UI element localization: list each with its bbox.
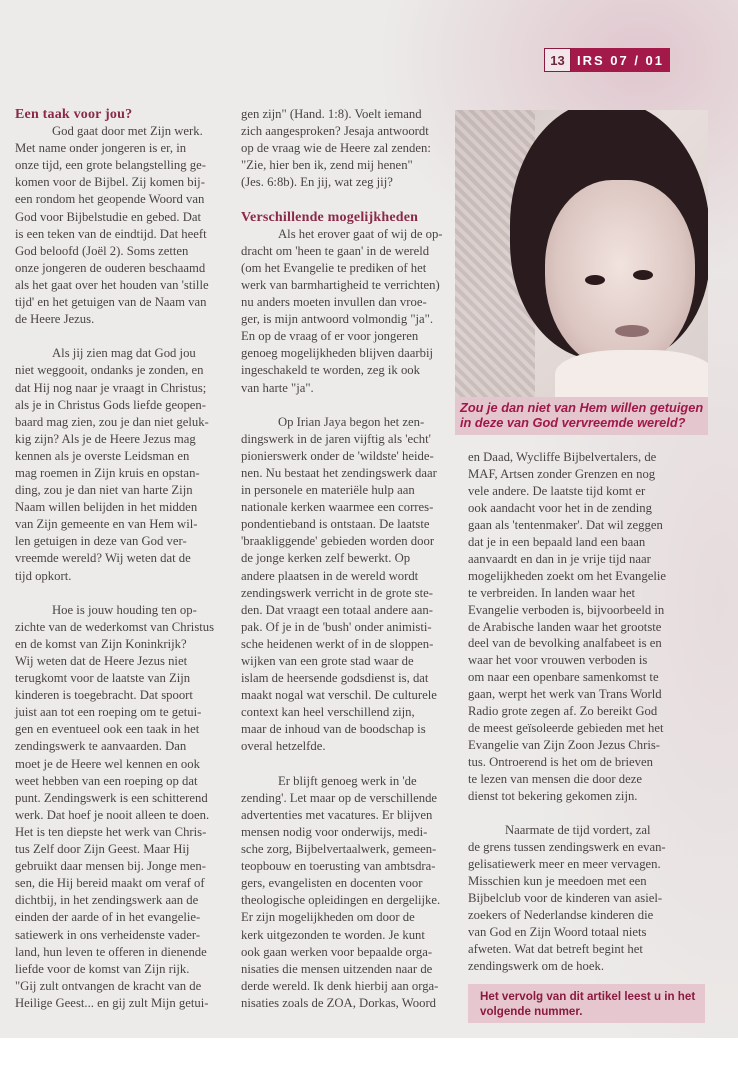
caption-line: Zou je dan niet van Hem willen getuigen xyxy=(460,400,704,415)
text-line: Heilige Geest... en gij zult Mijn getui- xyxy=(15,995,209,1010)
text-line: te lezen van mensen die door deze xyxy=(468,772,643,787)
text-line: Naam willen belijden in het midden xyxy=(15,500,198,515)
text-line: dienst tot bekering gekomen zijn. xyxy=(468,789,638,804)
text-line: vele andere. De laatste tijd komt er xyxy=(468,483,646,498)
text-line: nisaties die mensen uitzenden naar de xyxy=(241,961,433,976)
paragraph xyxy=(241,773,443,1012)
text-line: gers, evangelisten en docenten voor xyxy=(241,876,423,891)
paragraph xyxy=(241,226,443,397)
text-line: punt. Zendingswerk is een schitterend xyxy=(15,790,208,805)
caption-line: in deze van God vervreemde wereld? xyxy=(460,415,686,430)
callout-line: volgende nummer. xyxy=(480,1005,583,1018)
text-line: ook gaan werken voor bepaalde orga- xyxy=(241,944,433,959)
text-line: gaan, werpt het werk van Trans World xyxy=(468,687,662,702)
text-line: zichte van de wederkomst van Christus xyxy=(15,619,215,634)
text-line: is een teken van de eindtijd. Dat heeft xyxy=(15,226,207,241)
photo-face xyxy=(545,180,695,370)
text-line: einden der aarde of in het evangelie- xyxy=(15,910,201,925)
text-line: theologische opleidingen en dergelijke. xyxy=(241,893,441,908)
text-line: afweten. Wat dat betreft begint het xyxy=(468,941,643,956)
section-heading: Een taak voor jou? xyxy=(15,107,133,122)
text-line: liefde voor de komst van Zijn rijk. xyxy=(15,961,190,976)
text-line: islam de heersende godsdienst is, dat xyxy=(241,671,429,686)
text-line: Op Irian Jaya begon het zen- xyxy=(278,414,425,429)
text-line: God voor Bijbelstudie en gebed. Dat xyxy=(15,209,202,224)
text-line: zoekers of Nederlandse kinderen die xyxy=(468,907,654,922)
text-line: gen en eventueel ook een taak in het xyxy=(15,722,200,737)
text-line: satiewerk in ons verheidenste vader- xyxy=(15,927,201,942)
callout-line: Het vervolg van dit artikel leest u in het xyxy=(480,990,696,1003)
text-line: onze jongeren de ouderen beschaamd xyxy=(15,260,206,275)
text-line: en Daad, Wycliffe Bijbelvertalers, de xyxy=(468,450,657,464)
paragraph xyxy=(15,602,214,1012)
text-line: pondentieband is ontstaan. De laatste xyxy=(241,517,430,532)
text-line: gen zijn" (Hand. 1:8). Voelt iemand xyxy=(241,107,422,121)
text-line: MAF, Artsen zonder Grenzen en nog xyxy=(468,466,656,481)
text-line: Er blijft genoeg werk in 'de xyxy=(278,773,417,788)
text-line: tus Zelf door Zijn Geest. Maar Hij xyxy=(15,842,190,857)
text-line: pak. Of je in de 'bush' onder animisti- xyxy=(241,619,432,634)
text-line: genoeg mogelijkheden blijven daarbij xyxy=(241,346,434,361)
article-column-2 xyxy=(241,106,443,1012)
continuation-note xyxy=(468,984,705,1023)
text-line: te verbreiden. In landen waar het xyxy=(468,585,635,600)
paragraph xyxy=(15,345,214,584)
text-line: En op de vraag of er voor jongeren xyxy=(241,329,419,344)
page-header xyxy=(544,48,670,72)
text-line: terugkomt voor de laatste van Zijn xyxy=(15,671,191,686)
text-line: teopbouw en toerusting van ambtsdra- xyxy=(241,859,436,874)
text-line: deel van de bevolking analfabeet is en xyxy=(468,636,662,651)
text-line: weet hebben van een roeping op dat xyxy=(15,773,198,788)
text-line: de jonge kerken zelf bewerkt. Op xyxy=(241,551,411,566)
paragraph xyxy=(241,106,443,191)
text-line: (Jes. 6:8b). En jij, wat zeg jij? xyxy=(241,175,393,190)
text-line: advertenties met vacatures. Er blijven xyxy=(241,807,433,822)
text-line: dracht om 'heen te gaan' in de wereld xyxy=(241,243,430,258)
text-line: "Gij zult ontvangen de kracht van de xyxy=(15,978,202,993)
text-line: de Heere Jezus. xyxy=(15,312,95,327)
paragraph xyxy=(241,414,443,756)
text-line: werk. Dat hoef je nooit alleen te doen. xyxy=(15,807,210,822)
text-line: maar de inhoud van de boodschap is xyxy=(241,722,426,737)
text-line: wijken van een grote stad waar de xyxy=(241,654,414,668)
text-line: kig zijn? Als je de Heere Jezus mag xyxy=(15,431,196,446)
text-line: Naarmate de tijd vordert, zal xyxy=(505,822,651,837)
photo-caption xyxy=(455,397,708,435)
text-line: sche heidenen werkt of in de sloppen- xyxy=(241,636,434,651)
photo-shirt xyxy=(555,350,708,397)
text-line: dat je in een bepaald land een baan xyxy=(468,534,646,549)
child-photo xyxy=(455,110,708,397)
text-line: de meest geïsoleerde gebieden met het xyxy=(468,721,664,736)
text-line: op de vraag wie de Heere zal zenden: xyxy=(241,141,431,156)
text-line: land, hun leven te offeren in dienende xyxy=(15,944,207,959)
text-line: juist aan tot een roeping om te getui- xyxy=(15,705,202,720)
text-line: waar het voor vrouwen verboden is xyxy=(468,653,648,668)
paragraph xyxy=(468,449,666,805)
text-line: Evangelie verboden is, bijvoorbeeld in xyxy=(468,602,665,617)
paragraph xyxy=(15,123,214,328)
text-line: kinderen is toegebracht. Dat spoort xyxy=(15,688,193,703)
text-line: gaan als 'tentenmaker'. Dat wil zeggen xyxy=(468,517,663,532)
text-line: zendingswerk om de hoek. xyxy=(468,958,605,973)
text-line: Hoe is jouw houding ten op- xyxy=(52,602,197,617)
text-line: de Arabische landen waar het grootste xyxy=(468,619,662,634)
text-line: een rondom het geopende Woord van xyxy=(15,192,205,207)
text-line: werk van barmhartigheid te verrichten) xyxy=(241,277,440,292)
paragraph xyxy=(468,822,666,975)
text-line: (om het Evangelie te prediken of het xyxy=(241,260,427,275)
text-line: mag roemen in Zijn kruis en opstan- xyxy=(15,465,200,480)
text-line: nen. Nu bestaat het zendingswerk daar xyxy=(241,465,437,480)
section-heading: Verschillende mogelijkheden xyxy=(241,209,419,225)
photo-eye-left xyxy=(585,275,605,285)
article-column-3 xyxy=(468,449,666,975)
text-line: Met name onder jongeren is er, in xyxy=(15,141,187,156)
text-line: kerk uitgezonden te worden. Je kunt xyxy=(241,927,425,942)
text-line: len getuigen in deze van God ver- xyxy=(15,534,187,549)
text-line: nationale kerken waarmee een corres- xyxy=(241,500,434,515)
text-line: baard mag zien, zou je dan niet geluk- xyxy=(15,414,209,429)
text-line: zendingswerk te aanvaarden. Dan xyxy=(15,739,187,754)
text-line: sche zorg, Bijbelvertaalwerk, gemeen- xyxy=(241,842,437,857)
text-line: 'braakliggende' gebieden worden door xyxy=(241,534,435,549)
text-line: onze tijd, een grote belangstelling ge- xyxy=(15,158,206,173)
text-line: van Zijn gemeente en van Hem wil- xyxy=(15,517,198,532)
text-line: als het gaat over het houden van 'stille xyxy=(15,277,209,292)
text-line: derde wereld. Ik denk hierbij aan orga- xyxy=(241,978,439,993)
text-line: mogelijkheden zoekt om het Evangelie xyxy=(468,568,667,583)
text-line: zending'. Let maar op de verschillende xyxy=(241,790,438,805)
text-line: kennen als je overste Leidsman en xyxy=(15,448,190,463)
text-line: nu anders moeten invullen dan vroe- xyxy=(241,295,427,310)
text-line: Als het erover gaat of wij de op- xyxy=(278,226,443,241)
text-line: en de komst van Zijn Koninkrijk? xyxy=(15,636,187,651)
text-line: andere plaatsen in de wereld wordt xyxy=(241,568,419,583)
text-line: tijd opkort. xyxy=(15,568,72,583)
text-line: dingswerk in de jaren vijftig als 'echt' xyxy=(241,431,431,446)
text-line: "Zie, hier ben ik, zend mij henen" xyxy=(241,158,413,173)
text-line: Misschien kun je meedoen met een xyxy=(468,873,647,888)
text-line: sen, die Hij bereid maakt om veraf of xyxy=(15,876,205,891)
text-line: God beloofd (Joël 2). Soms zetten xyxy=(15,243,189,258)
text-line: dat Hij nog naar je vraagt in Christus; xyxy=(15,380,207,395)
text-line: tus. Ontroerend is het om de brieven xyxy=(468,755,653,770)
text-line: Het is ten diepste het werk van Chris- xyxy=(15,824,207,839)
text-line: van harte "ja". xyxy=(241,380,314,395)
text-line: Radio grote zegen af. Zo bereikt God xyxy=(468,704,658,719)
text-line: tijd' en het getuigen van de Naam van xyxy=(15,295,207,310)
text-line: gebruikt daar mensen bij. Jonge men- xyxy=(15,859,206,874)
text-line: nisaties zoals de ZOA, Dorkas, Woord xyxy=(241,995,437,1010)
text-line: niet weggooit, ondanks je zonden, en xyxy=(15,363,204,378)
text-line: maakt nogal wat verschil. De culturele xyxy=(241,688,437,703)
text-line: ding, zou je dan niet van harte Zijn xyxy=(15,483,193,498)
text-line: God gaat door met Zijn werk. xyxy=(52,124,203,139)
issue-label: IRS 07 / 01 xyxy=(571,48,670,72)
photo-eye-right xyxy=(633,270,653,280)
text-line: als je in Christus Gods liefde geopen- xyxy=(15,397,206,412)
photo-mouth xyxy=(615,325,649,337)
text-line: context kan heel verschillend zijn, xyxy=(241,705,415,720)
page-number: 13 xyxy=(544,48,571,72)
text-line: gelisatiewerk meer en meer vervagen. xyxy=(468,856,661,871)
text-line: vreemde wereld? Wij weten dat de xyxy=(15,551,191,566)
text-line: komen voor de Bijbel. Zij komen bij- xyxy=(15,175,205,190)
text-line: moet je de Heere wel kennen en ook xyxy=(15,756,200,771)
text-line: dichtbij, in het zendingswerk aan de xyxy=(15,893,199,908)
text-line: aanvaardt en dan in je vrije tijd naar xyxy=(468,551,651,566)
text-line: pionierswerk onder de 'wildste' heide- xyxy=(241,448,434,463)
text-line: de grens tussen zendingswerk en evan- xyxy=(468,839,666,854)
text-line: ook aandacht voor het in de zending xyxy=(468,500,652,515)
text-line: van God en Zijn Woord totaal niets xyxy=(468,924,647,939)
text-line: ingeschakeld te worden, zeg ik ook xyxy=(241,363,420,378)
text-line: Evangelie van Zijn Zoon Jezus Chris- xyxy=(468,738,661,753)
text-line: overal hetzelfde. xyxy=(241,739,326,754)
text-line: ger, is mijn antwoord volmondig "ja". xyxy=(241,312,434,327)
text-line: Als jij zien mag dat God jou xyxy=(52,346,196,361)
text-line: zich aangesproken? Jesaja antwoordt xyxy=(241,124,429,139)
text-line: Wij weten dat de Heere Jezus niet xyxy=(15,654,188,668)
text-line: Bijbelclub voor de kinderen van asiel- xyxy=(468,890,663,905)
text-line: om naar een openbare samenkomst te xyxy=(468,670,659,685)
text-line: zendingswerk verricht in de grote ste- xyxy=(241,585,434,600)
text-line: in personele en materiële hulp aan xyxy=(241,483,415,498)
article-column-1 xyxy=(15,106,214,1012)
text-line: den. Dat vraagt een totaal andere aan- xyxy=(241,602,433,617)
text-line: mensen nodig voor onderwijs, medi- xyxy=(241,824,428,839)
text-line: Er zijn mogelijkheden om door de xyxy=(241,910,415,925)
